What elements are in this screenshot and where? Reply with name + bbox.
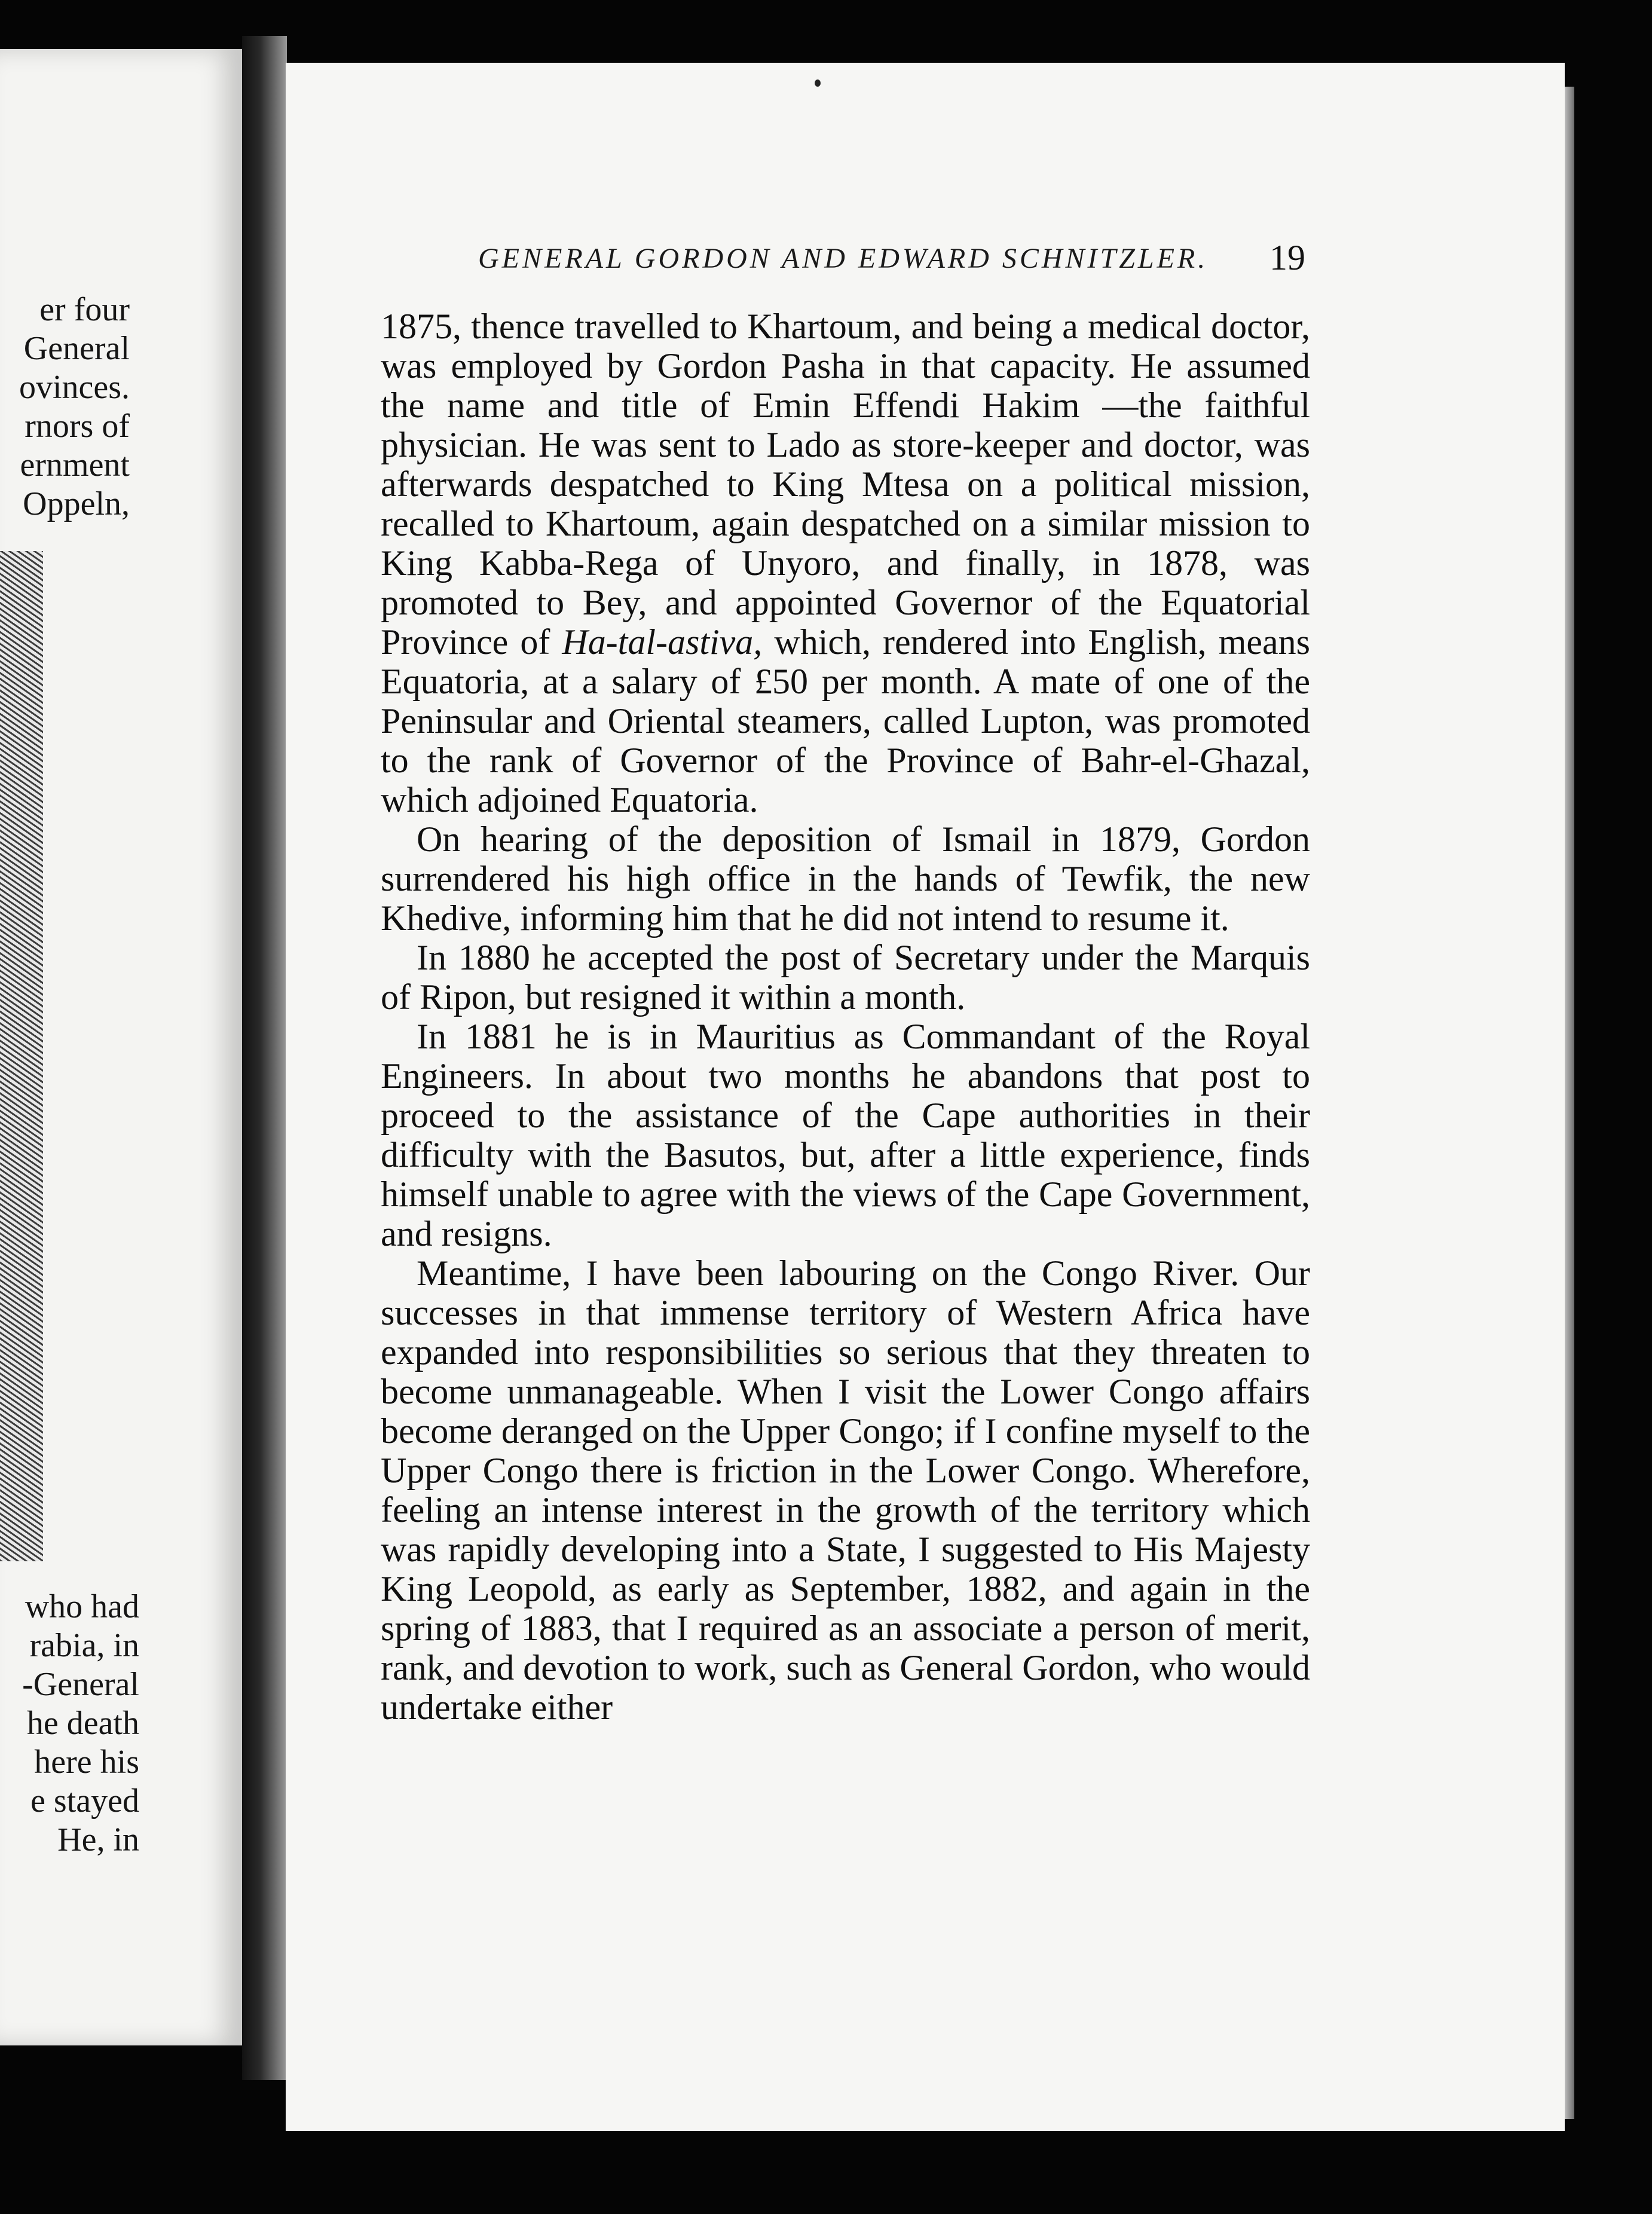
- left-fragment: e stayed: [30, 1782, 139, 1819]
- page-number: 19: [1269, 238, 1305, 277]
- left-fragment: rnors of: [25, 408, 130, 445]
- print-speck: [815, 79, 821, 87]
- left-fragment: er four: [39, 291, 130, 328]
- left-fragment: General: [23, 330, 130, 367]
- running-head: GENERAL GORDON AND EDWARD SCHNITZLER.: [478, 243, 1209, 274]
- italic-term: Ha-tal-astiva,: [562, 622, 763, 662]
- paragraph: 1875, thence travelled to Khartoum, and being a medical doctor, was employed by Gordon Pasha in that capacity. He assumed the name and title of Emin Effendi Hakim —the faithful physician. He was sent to Lado as store-keeper and doctor, was afterwards despatched to King Mtesa on a political mission, recalled to Khartoum, again despatched on a similar mission to King Kabba-Rega of Unyoro, and finally, in 1878, was promoted to Bey, and appointed Governor of the Equatorial Province of Ha-tal-astiva, which, rendered into English, means Equatoria, at a salary of £50 per month. A mate of one of the Peninsular and Oriental steamers, called Lupton, was promoted to the rank of Governor of the Province of Bahr-el-Ghazal, which adjoined Equatoria.: [381, 307, 1310, 819]
- left-fragment: here his: [34, 1744, 139, 1781]
- paragraph: In 1880 he accepted the post of Secretary under the Marquis of Ripon, but resigned it within a month.: [381, 938, 1310, 1017]
- paragraph: On hearing of the deposition of Ismail in 1879, Gordon surrendered his high office in the hands of Tewfik, the new Khedive, informing him that he did not intend to resume it.: [381, 819, 1310, 938]
- body-text: [381, 307, 1310, 1727]
- left-fragment: who had: [25, 1588, 139, 1625]
- left-fragment: Oppeln,: [23, 485, 130, 522]
- left-fragment: He, in: [57, 1821, 139, 1858]
- paragraph: Meantime, I have been labouring on the Congo River. Our successes in that immense territory of Western Africa have expanded into responsibilities so serious that they threaten to become unmanageable. When I visit the Lower Congo affairs become deranged on the Upper Congo; if I confine myself to the Upper Congo there is friction in the Lower Congo. Wherefore, feeling an intense interest in the growth of the territory which was rapidly developing into a State, I suggested to His Majesty King Leopold, as early as September, 1882, and again in the spring of 1883, that I required as an associate a person of merit, rank, and devotion to work, such as General Gordon, who would undertake either: [381, 1253, 1310, 1727]
- book-gutter: [242, 36, 287, 2080]
- left-fragment: -General: [22, 1666, 139, 1703]
- left-fragment: rabia, in: [29, 1627, 139, 1664]
- paragraph: In 1881 he is in Mauritius as Commandant of the Royal Engineers. In about two months he abandons that post to proceed to the assistance of the Cape authorities in their difficulty with the Basutos, but, after a little experience, finds himself unable to agree with the views of the Cape Government, and resigns.: [381, 1017, 1310, 1253]
- left-page: [0, 49, 242, 2045]
- left-fragment: ernment: [20, 447, 130, 484]
- left-fragment: ovinces.: [19, 369, 130, 406]
- engraved-illustration: [0, 551, 43, 1561]
- page-edge: [1565, 87, 1574, 2119]
- left-fragment: he death: [26, 1705, 139, 1742]
